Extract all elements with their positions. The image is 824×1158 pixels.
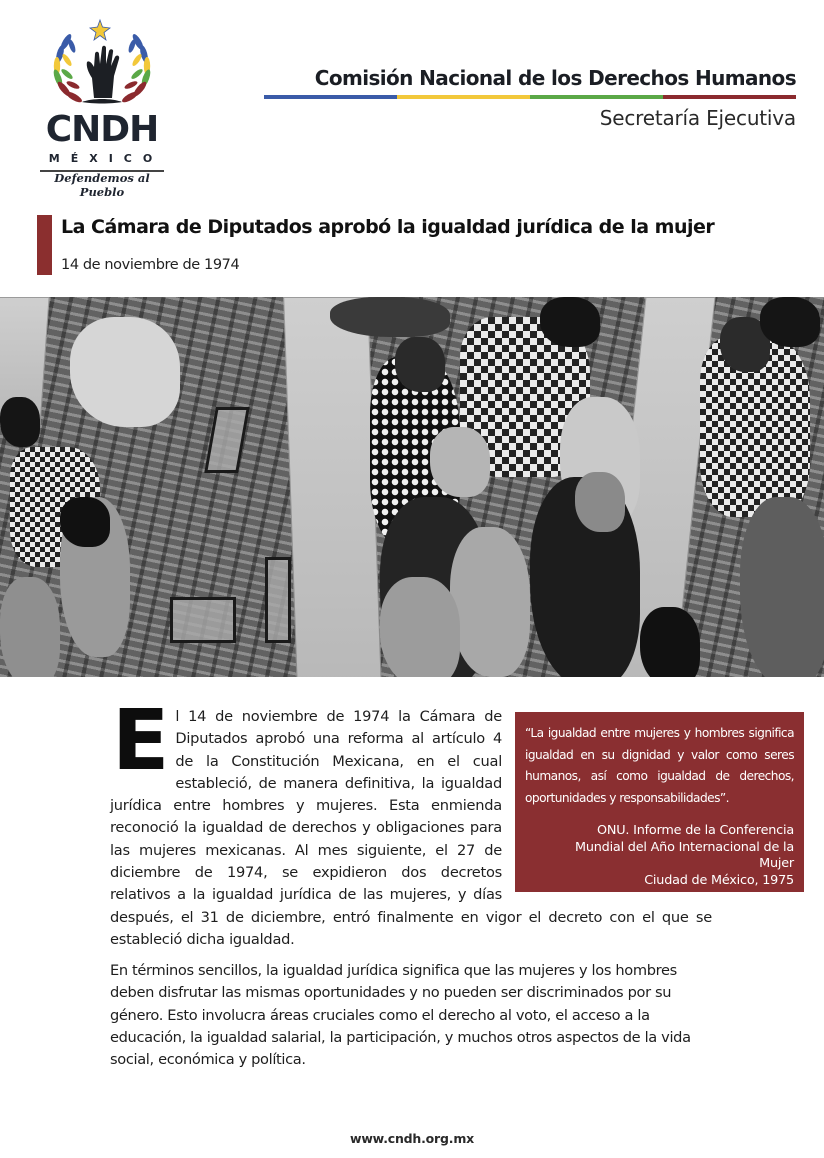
- color-stripe: [264, 95, 796, 99]
- paragraph-2: En términos sencillos, la igualdad jurídica significa que las mujeres y los hombres deben disfrutar las mismas oportunidades y no pueden ser discriminados por su género. Esto involucra áreas cruciales como el derecho al voto, el acceso a la educación, la igualdad salarial, la participación, y muchos otros aspectos de la vida social, económica y política.: [110, 962, 691, 1069]
- stripe-green: [530, 95, 663, 99]
- historical-photo: [0, 297, 824, 677]
- organization-name: Comisión Nacional de los Derechos Humanos: [314, 66, 796, 90]
- raised-hand-icon: [82, 46, 122, 104]
- quote-source-line: ONU. Informe de la Conferencia: [597, 823, 794, 838]
- star-icon: [90, 20, 110, 40]
- stripe-yellow: [397, 95, 530, 99]
- paragraph-1: l 14 de noviembre de 1974 la Cámara de Diputados aprobó una reforma al artículo 4 de la Constitución Mexicana, en el cual estableció, de manera definitiva, la igualdad jurídica entre hombres y mujeres. Esta enmienda reconoció la igualdad de derechos y obligaciones para las mujeres mexicanas. Al mes siguiente, el 27 de diciembre de 1974, se expidieron dos decretos relativos a la igualdad jurídica de las mujeres, y días después, el 31 de diciembre, entró finalmente en vigor el decreto con el que se estableció dicha igualdad.: [110, 708, 712, 948]
- quote-source-line: Mujer: [759, 856, 794, 871]
- logo-motto: Defendemos al Pueblo: [54, 171, 150, 199]
- cndh-logo: [36, 18, 168, 199]
- quote-source-line: Mundial del Año Internacional de la: [574, 839, 794, 855]
- quote-source-line: Ciudad de México, 1975: [644, 872, 794, 888]
- quote-box: [515, 712, 804, 892]
- logo-acronym: CNDH: [45, 109, 159, 150]
- logo-country: MÉXICO: [48, 152, 164, 165]
- laurel-wreath-icon: [36, 18, 168, 110]
- drop-cap: E: [112, 691, 170, 789]
- footer-website-link[interactable]: www.cndh.org.mx: [349, 1131, 475, 1146]
- page-title: La Cámara de Diputados aprobó la igualdad jurídica de la mujer: [61, 216, 715, 238]
- stripe-blue: [264, 95, 397, 99]
- quote-text: “La igualdad entre mujeres y hombres significa igualdad en su dignidad y valor como seres humanos, así como igualdad de derechos, oportunidades y responsabilidades”.: [525, 726, 794, 805]
- department-name: Secretaría Ejecutiva: [599, 106, 796, 130]
- stripe-red: [663, 95, 796, 99]
- article-date: 14 de noviembre de 1974: [61, 257, 240, 273]
- quote-source: [525, 823, 794, 889]
- title-accent-bar: [37, 215, 52, 275]
